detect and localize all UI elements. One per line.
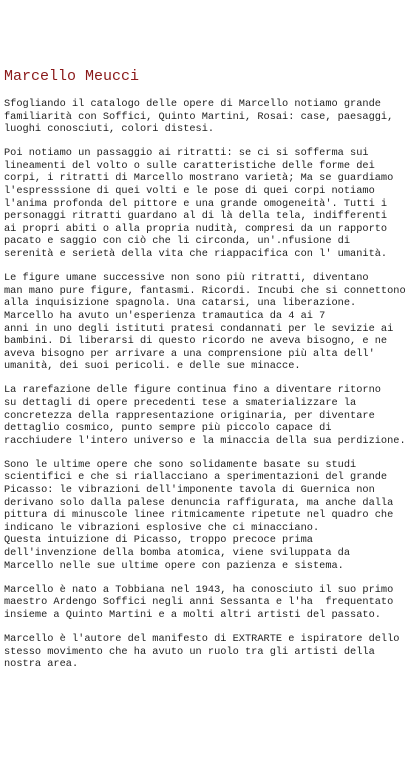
paragraph-manifesto: Marcello è l'autore del manifesto di EXTRARTE e ispiratore dello stesso movimento che ha avuto un ruolo tra gli artisti della nostra area. [4, 632, 400, 671]
paragraph-biography: Marcello è nato a Tobbiana nel 1943, ha conosciuto il suo primo maestro Ardengo Soffici negli anni Sessanta e l'ha frequentato insieme a Quinto Martini e a molti altri artisti del passato. [4, 583, 394, 621]
paragraph-figures: Le figure umane successive non sono più ritratti, diventano man mano pure figure, fantasmi. Ricordi. Incubi che si connettono alla inquisizione spagnola. Una catarsi, una liberazione. Marcello ha avuto un'esperienza tramautica da 4 ai 7 anni in uno degli istituti pratesi condannati per le sevizie ai bambini. Di liberarsi di questo ricordo ne aveva bisogno, e ne aveva bisogno per arrivare a una comprensione più alta dell' umanità, dei suoi pericoli. e delle sue minacce. [4, 272, 406, 373]
paragraph-rarefaction: La rarefazione delle figure continua fino a diventare ritorno su dettagli di opere precedenti tese a smaterializzare la concretezza della rappresentazione originaria, per diventare dettaglio cosmico, punto sempre più piccolo capace di racchiudere l'intero universo e la minaccia della sua perdizione. [4, 384, 406, 447]
paragraph-last-works: Sono le ultime opere che sono solidamente basate su studi scientifici e che si riallacciano a sperimentazioni del grande Picasso: le vibrazioni dell'imponente tavola di Guernica non derivano solo dalla palese denuncia raffigurata, ma anche dalla pittura di minuscole linee ritmicamente ripetute nel quadro che indicano le vibrazioni esplosive che ci minacciano. Questa intuizione di Picasso, troppo precoce prima dell'invenzione della bomba atomica, viene sviluppata da Marcello nelle sue ultime opere con pazienza e sistema. [4, 458, 394, 572]
page-title: Marcello Meucci [4, 68, 140, 85]
paragraph-portraits: Poi notiamo un passaggio ai ritratti: se ci si sofferma sui lineamenti del volto o sulle caratteristiche delle forme dei corpi, i ritratti di Marcello mostrano varietà; Ma se guardiamo l'espresssione di quei volti e le pose di quei corpi notiamo l'anima profonda del pittore e una grande omogeneità'. Tutti i personaggi ritratti guardano al di là della tela, indifferenti ai propri abiti o alla propria nudità, compresi da un rapporto pacato e saggio con ciò che li circonda, un'.nfusione di serenità e serietà della vita che riappacifica con l' umanità. [4, 147, 394, 261]
paragraph-intro: Sfogliando il catalogo delle opere di Marcello notiamo grande familiarità con Soffici, Quinto Martini, Rosai: case, paesaggi, luoghi conosciuti, colori distesi. [4, 98, 394, 136]
